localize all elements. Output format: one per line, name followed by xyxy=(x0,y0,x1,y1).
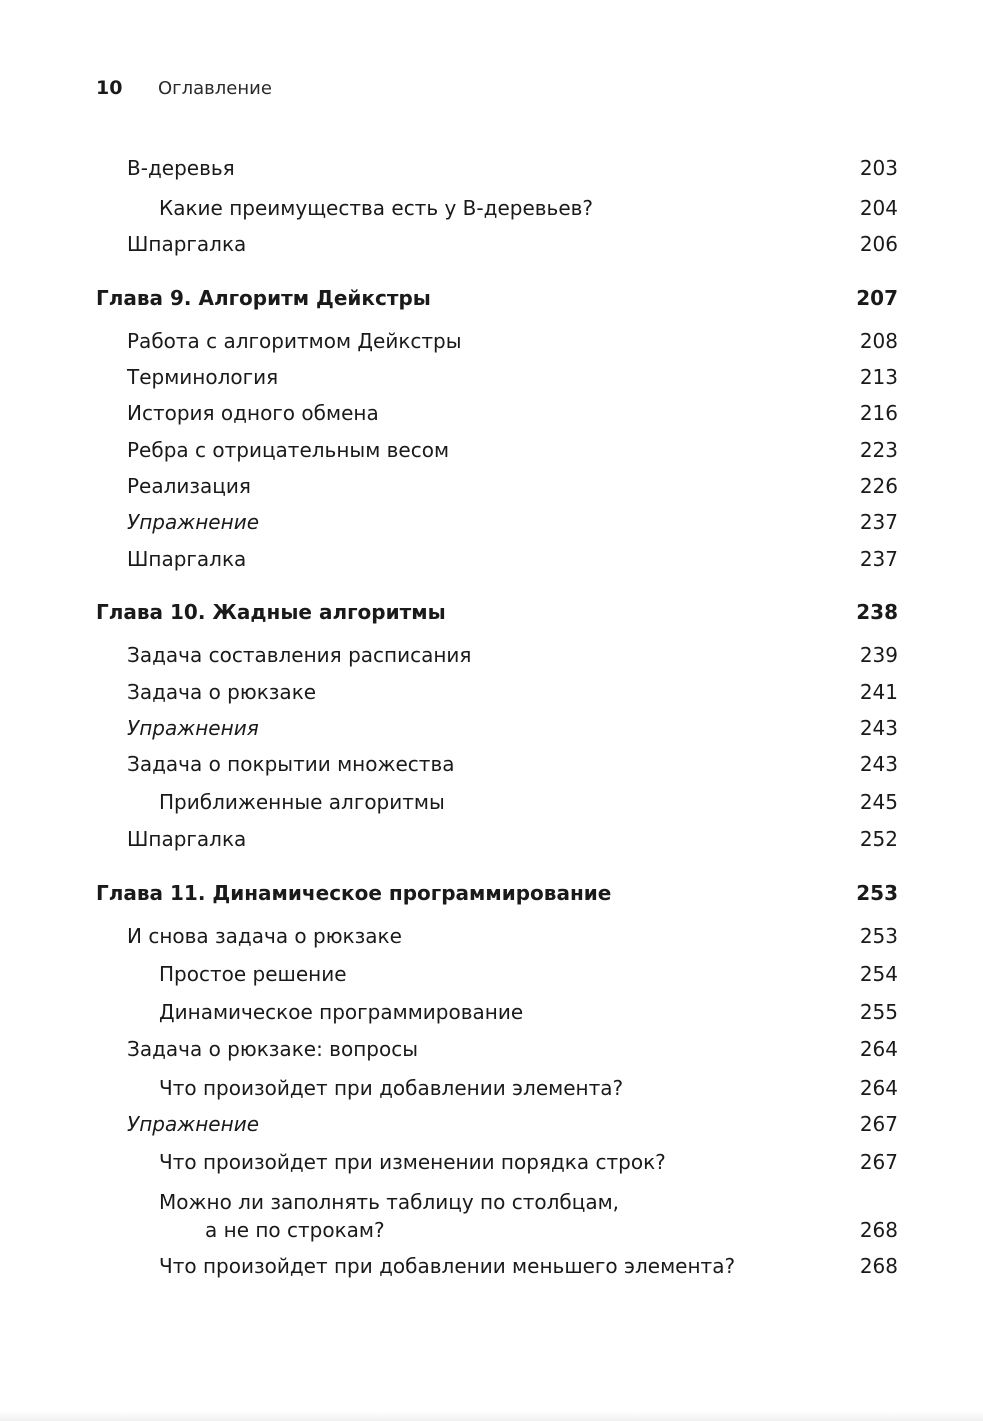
dot-leader xyxy=(466,329,850,353)
toc-entry-page: 264 xyxy=(859,1076,898,1100)
toc-entry-page: 255 xyxy=(859,1000,898,1024)
dot-leader xyxy=(627,1076,850,1100)
toc-entry-page: 245 xyxy=(859,790,898,814)
dot-leader xyxy=(383,401,850,425)
toc-entry-page: 267 xyxy=(859,1112,898,1136)
toc-entry-title: Приближенные алгоритмы xyxy=(159,790,445,814)
chapter-title: Глава 11. Динамическое программирование xyxy=(96,881,612,905)
dot-leader xyxy=(255,474,850,498)
dot-leader xyxy=(263,1112,850,1136)
toc-entry-title: Задача о рюкзаке: вопросы xyxy=(127,1037,418,1061)
toc-entry-exercise xyxy=(0,507,898,537)
dot-leader xyxy=(263,716,850,740)
chapter-title: Глава 9. Алгоритм Дейкстры xyxy=(96,286,431,310)
toc-entry xyxy=(0,229,898,259)
dot-leader xyxy=(435,286,848,310)
chapter-page: 207 xyxy=(856,286,898,310)
page-header xyxy=(96,74,272,102)
dot-leader xyxy=(527,1000,850,1024)
toc-entry xyxy=(0,153,898,183)
toc-subentry xyxy=(0,1251,898,1281)
dot-leader xyxy=(623,1218,850,1242)
toc-entry xyxy=(0,749,898,779)
toc-entry-page: 239 xyxy=(859,643,898,667)
dot-leader xyxy=(282,365,850,389)
dot-leader xyxy=(406,924,850,948)
dot-leader xyxy=(597,196,850,220)
toc-entry-title: B-деревья xyxy=(127,156,235,180)
toc-entry-page: 267 xyxy=(859,1150,898,1174)
toc-entry xyxy=(0,640,898,670)
page-number: 10 xyxy=(96,77,123,99)
toc-entry xyxy=(0,544,898,574)
toc-entry-page: 213 xyxy=(859,365,898,389)
toc-entry-title: Шпаргалка xyxy=(127,827,247,851)
toc-entry-page: 237 xyxy=(859,510,898,534)
toc-entry-title: Что произойдет при изменении порядка строк? xyxy=(159,1150,666,1174)
dot-leader xyxy=(263,510,850,534)
chapter-page: 238 xyxy=(856,600,898,624)
toc-entry-page: 208 xyxy=(859,329,898,353)
toc-entry-page: 216 xyxy=(859,401,898,425)
dot-leader xyxy=(250,547,850,571)
toc-entry-title: Упражнение xyxy=(127,1112,259,1136)
chapter-title: Глава 10. Жадные алгоритмы xyxy=(96,600,446,624)
toc-entry-title: Задача составления расписания xyxy=(127,643,472,667)
dot-leader xyxy=(739,1254,850,1278)
toc-chapter-11 xyxy=(0,878,898,908)
toc-entry-title: История одного обмена xyxy=(127,401,379,425)
toc-subentry xyxy=(0,1184,898,1244)
running-title: Оглавление xyxy=(158,77,272,99)
toc-entry-page: 243 xyxy=(859,752,898,776)
toc-subentry xyxy=(0,193,898,223)
dot-leader xyxy=(239,156,850,180)
toc-entry-page: 268 xyxy=(859,1218,898,1242)
toc-entry-title-line-1: Можно ли заполнять таблицу по столбцам, xyxy=(159,1190,620,1214)
page-bottom-shadow xyxy=(0,1411,983,1421)
toc-entry-title: Простое решение xyxy=(159,962,347,986)
toc-entry-exercise xyxy=(0,1109,898,1139)
toc-subentry xyxy=(0,1073,898,1103)
toc-entry-page: 206 xyxy=(859,232,898,256)
dot-leader xyxy=(449,790,850,814)
toc-chapter-10 xyxy=(0,597,898,627)
toc-entry xyxy=(0,362,898,392)
toc-entry-title: Упражнение xyxy=(127,510,259,534)
dot-leader xyxy=(670,1150,850,1174)
toc-entry-page: 241 xyxy=(859,680,898,704)
dot-leader xyxy=(250,232,850,256)
toc-entry-page: 253 xyxy=(859,924,898,948)
toc-entry-title: Задача о рюкзаке xyxy=(127,680,317,704)
dot-leader xyxy=(475,643,850,667)
toc-entry-title: Упражнения xyxy=(127,716,259,740)
toc-entry-page: 223 xyxy=(859,438,898,462)
toc-entry-page: 252 xyxy=(859,827,898,851)
toc-entry-title: Динамическое программирование xyxy=(159,1000,524,1024)
toc-entry-title xyxy=(159,1188,619,1244)
toc-entry xyxy=(0,677,898,707)
toc-entry xyxy=(0,1034,898,1064)
toc-entry-title-line-2: а не по строкам? xyxy=(205,1218,385,1242)
toc-subentry xyxy=(0,1147,898,1177)
toc-entry-title: Шпаргалка xyxy=(127,547,247,571)
toc-entry-title: Что произойдет при добавлении элемента? xyxy=(159,1076,624,1100)
toc-entry-page: 254 xyxy=(859,962,898,986)
toc-entry-page: 226 xyxy=(859,474,898,498)
toc-entry-title: Ребра с отрицательным весом xyxy=(127,438,450,462)
chapter-page: 253 xyxy=(856,881,898,905)
toc-entry-title: Какие преимущества есть у B-деревьев? xyxy=(159,196,594,220)
toc-entry-page: 243 xyxy=(859,716,898,740)
dot-leader xyxy=(458,752,850,776)
dot-leader xyxy=(615,881,848,905)
toc-entry-page: 204 xyxy=(859,196,898,220)
toc-entry xyxy=(0,435,898,465)
toc-entry-title: Реализация xyxy=(127,474,251,498)
toc-entry-page: 268 xyxy=(859,1254,898,1278)
toc-subentry xyxy=(0,959,898,989)
toc-entry xyxy=(0,398,898,428)
toc-subentry xyxy=(0,997,898,1027)
toc-entry-exercise xyxy=(0,713,898,743)
toc-entry-page: 264 xyxy=(859,1037,898,1061)
toc-entry-title: Терминология xyxy=(127,365,279,389)
toc-chapter-9 xyxy=(0,283,898,313)
toc-entry-title: Что произойдет при добавлении меньшего элемента? xyxy=(159,1254,736,1278)
toc-entry-title: Шпаргалка xyxy=(127,232,247,256)
toc-entry xyxy=(0,326,898,356)
toc-subentry xyxy=(0,787,898,817)
dot-leader xyxy=(450,600,848,624)
toc-entry-page: 237 xyxy=(859,547,898,571)
dot-leader xyxy=(453,438,850,462)
toc-entry xyxy=(0,921,898,951)
toc-entry-title: Работа с алгоритмом Дейкстры xyxy=(127,329,462,353)
toc-entry-title: И снова задача о рюкзаке xyxy=(127,924,402,948)
dot-leader xyxy=(422,1037,850,1061)
dot-leader xyxy=(351,962,851,986)
dot-leader xyxy=(250,827,850,851)
dot-leader xyxy=(320,680,850,704)
toc-entry xyxy=(0,471,898,501)
toc-entry xyxy=(0,824,898,854)
toc-entry-title: Задача о покрытии множества xyxy=(127,752,455,776)
toc-entry-page: 203 xyxy=(859,156,898,180)
